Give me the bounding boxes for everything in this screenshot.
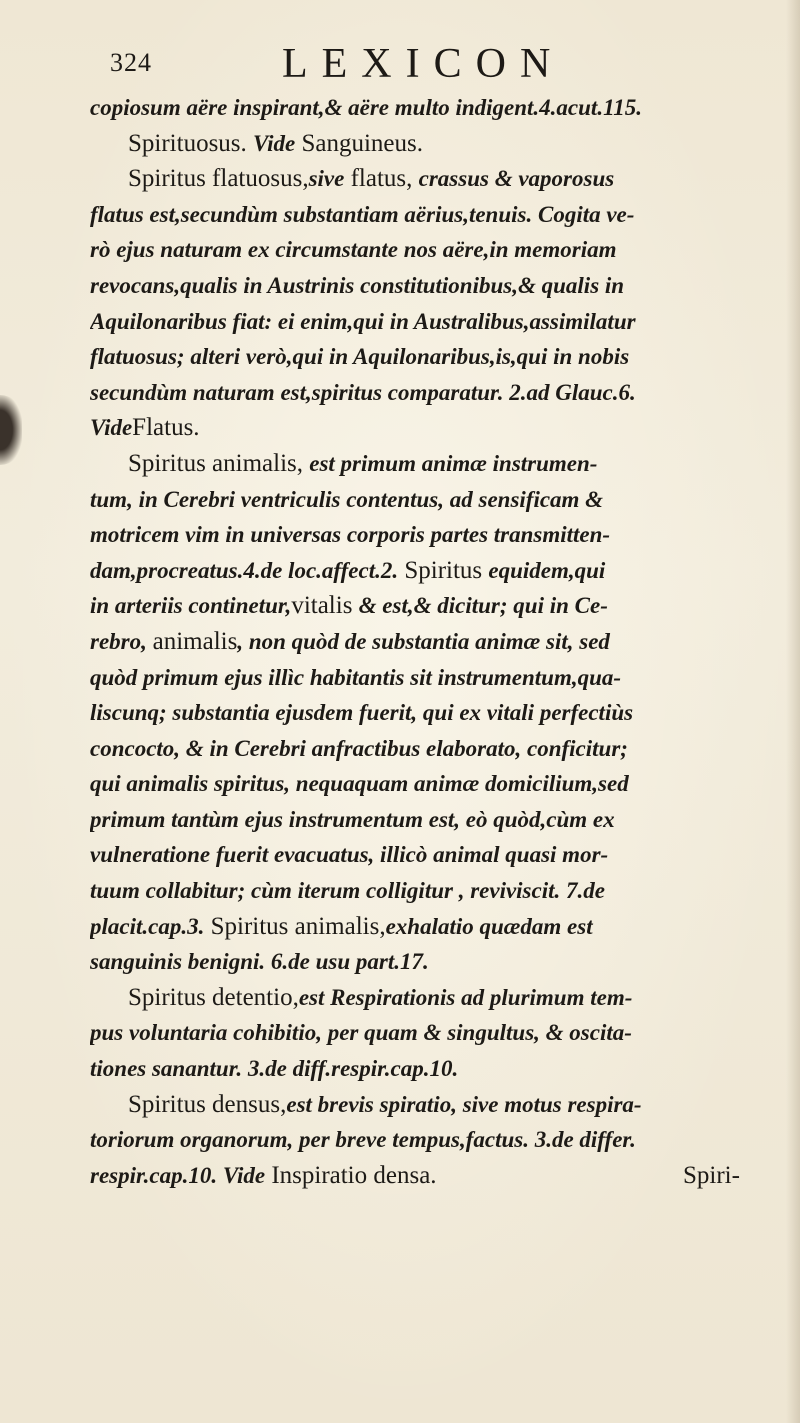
running-head: LEXICON	[282, 41, 565, 87]
italic-text: & est,& dicitur; qui in Ce-	[358, 593, 608, 619]
italic-text: tum, in Cerebri ventriculis contentus, ad sensificam &	[90, 486, 604, 512]
italic-text: qui animalis spiritus, nequaquam animæ domicilium,sed	[90, 771, 629, 797]
italic-text: crassus & vaporosus	[418, 166, 615, 192]
italic-text: vulneratione fuerit evacuatus, illicò animal quasi mor-	[90, 842, 609, 868]
text-line	[90, 482, 770, 518]
italic-text: Vide	[90, 415, 133, 441]
page-edge-stain	[0, 395, 22, 465]
text-line	[90, 339, 770, 375]
italic-text: motricem vim in universas corporis partes transmitten-	[90, 522, 611, 548]
italic-text: tiones sanantur. 3.de diff.respir.cap.10.	[90, 1056, 459, 1082]
text-line	[90, 909, 770, 945]
text-line	[90, 1015, 770, 1051]
text-line	[90, 232, 770, 268]
italic-text: dam,procreatus.4.de loc.affect.2.	[90, 557, 399, 583]
text-line	[90, 660, 770, 696]
italic-text: exhalatio quædam est	[385, 913, 593, 939]
text-line	[90, 1087, 770, 1123]
text-line	[90, 161, 770, 197]
roman-text: Spiritus detentio,	[128, 983, 299, 1011]
roman-text: Spiritus animalis,	[204, 912, 386, 940]
text-line	[90, 197, 770, 233]
text-line	[90, 446, 770, 482]
roman-text: Sanguineus.	[295, 129, 423, 157]
text-line	[90, 375, 770, 411]
italic-text: in arteriis continetur,	[90, 593, 292, 619]
italic-text: est primum animæ instrumen-	[309, 450, 598, 476]
italic-text: flatuosus; alteri verò,qui in Aquilonaribus,is,qui in nobis	[90, 344, 630, 370]
roman-text: Spiritus animalis,	[128, 449, 310, 477]
roman-text: Spiritus flatuosus,	[128, 165, 309, 193]
text-line	[90, 731, 770, 767]
italic-text: pus voluntaria cohibitio, per quam & singultus, & oscita-	[90, 1020, 632, 1046]
italic-text: revocans,qualis in Austrinis constitutionibus,& qualis in	[90, 272, 625, 298]
text-line	[90, 90, 770, 126]
roman-text: Spiritus	[398, 556, 489, 584]
italic-text: rebro,	[90, 628, 153, 654]
text-line	[90, 1158, 770, 1194]
italic-text: Aquilonaribus fiat: ei enim,qui in Australibus,assimilatur	[90, 308, 636, 334]
roman-text: Flatus.	[132, 414, 200, 442]
italic-text: liscunq; substantia ejusdem fuerit, qui ex vitali perfectiùs	[90, 700, 634, 726]
roman-text: Spiritus densus,	[128, 1090, 287, 1118]
italic-text: Vide	[253, 130, 296, 156]
italic-text: sive	[308, 166, 345, 192]
text-line	[90, 126, 770, 162]
text-line	[90, 517, 770, 553]
text-line	[90, 410, 770, 446]
text-line	[90, 695, 770, 731]
roman-text: Spirituosus.	[128, 129, 254, 157]
italic-text: placit.cap.3.	[90, 913, 205, 939]
page-number: 324	[110, 48, 152, 77]
text-line	[90, 873, 770, 909]
italic-text: est Respirationis ad plurimum tem-	[298, 984, 633, 1010]
text-line	[90, 553, 770, 589]
catchword: Spiri-	[683, 1162, 740, 1189]
text-line	[90, 980, 770, 1016]
italic-text: concocto, & in Cerebri anfractibus elaborato, conficitur;	[90, 735, 628, 761]
italic-text: toriorum organorum, per breve tempus,factus. 3.de differ.	[90, 1127, 636, 1153]
text-line	[90, 944, 770, 980]
italic-text: quòd primum ejus illìc habitantis sit instrumentum,qua-	[90, 664, 622, 690]
roman-text: Inspiratio densa.	[265, 1161, 437, 1189]
page-header	[110, 40, 610, 92]
italic-text: respir.cap.10. Vide	[90, 1162, 266, 1188]
text-line	[90, 268, 770, 304]
text-line	[90, 766, 770, 802]
page-edge-shadow	[786, 0, 800, 1423]
text-line	[90, 1122, 770, 1158]
roman-text: flatus,	[344, 165, 419, 193]
italic-text: equidem,qui	[488, 557, 606, 583]
text-line	[90, 588, 770, 624]
text-line	[90, 304, 770, 340]
italic-text: est brevis spiratio, sive motus respira-	[286, 1091, 642, 1117]
roman-text: vitalis	[291, 592, 359, 620]
italic-text: tuum collabitur; cùm iterum colligitur , reviviscit. 7.de	[90, 878, 605, 904]
italic-text: primum tantùm ejus instrumentum est, eò quòd,cùm ex	[90, 806, 615, 832]
italic-text: copiosum aëre inspirant,& aëre multo indigent.4.acut.115.	[90, 95, 643, 120]
italic-text: sanguinis benigni. 6.de usu part.17.	[90, 949, 429, 975]
roman-text: animalis	[152, 627, 238, 655]
text-line	[90, 837, 770, 873]
italic-text: , non quòd de substantia animæ sit, sed	[237, 628, 610, 654]
text-line	[90, 624, 770, 660]
text-line	[90, 802, 770, 838]
italic-text: rò ejus naturam ex circumstante nos aëre,in memoriam	[90, 237, 617, 263]
text-line	[90, 1051, 770, 1087]
italic-text: flatus est,secundùm substantiam aërius,tenuis. Cogita ve-	[90, 201, 635, 227]
text-body	[90, 90, 770, 1193]
italic-text: secundùm naturam est,spiritus comparatur. 2.ad Glauc.6.	[90, 379, 636, 405]
